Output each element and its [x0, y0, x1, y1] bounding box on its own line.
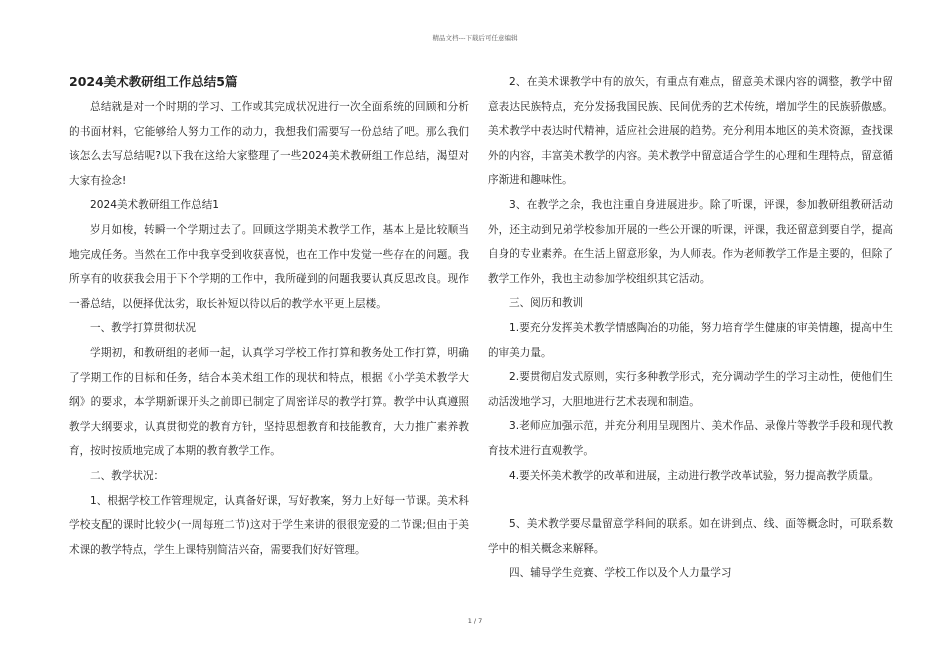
section-heading: 一、教学打算贯彻状况 — [90, 322, 196, 335]
paragraph: 2、在美术课教学中有的放矢，有重点有难点，留意美术课内容的调整，教学中留意表达民族特点，充分发扬我国民族、民间优秀的艺术传统，增加学生的民族骄傲感。美术教学中表达时代精神，适应社会进展的趋势。充分利用本地区的美术资源，查找课外的内容，丰富美术教学的内容。美术教学中留意适合学生的心理和生理特点，留意循序渐进和趣味性。 — [488, 76, 893, 187]
list-item: 1.要充分发挥美术教学情感陶冶的功能，努力培育学生健康的审美情趣，提高中生的审美力量。 — [488, 321, 893, 359]
page-header: 精品文档---下载后可任意编辑 — [432, 34, 518, 42]
paragraph: 5、美术教学要尽量留意学科间的联系。如在讲到点、线、面等概念时，可联系数学中的相关概念来解释。 — [488, 518, 893, 555]
section-heading: 二、教学状况： — [90, 469, 165, 482]
paragraph: 学期初，和教研组的老师一起，认真学习学校工作打算和教务处工作打算，明确了学期工作的目标和任务，结合本美术组工作的现状和特点，根据《小学美术教学大纲》的要求，本学期新课开头之前即已制定了周密详尽的教学打算。教学中认真遵照教学大纲要求，认真贯彻党的教育方针，坚持思想教育和技能教育，大力推广素养教育，按时按质地完成了本期的教育教学工作。 — [69, 346, 469, 458]
left-column — [69, 70, 469, 562]
intro-paragraph: 总结就是对一个时期的学习、工作或其完成状况进行一次全面系统的回顾和分析的书面材料，它能够给人努力工作的动力，我想我们需要写一份总结了吧。那么我们该怎么去写总结呢?以下我在这给大家整理了一些2024美术教研组工作总结，渴望对大家有捡念! — [69, 101, 469, 187]
page-number: 1 / 7 — [467, 617, 483, 625]
section-heading: 四、辅导学生竞赛、学校工作以及个人力量学习 — [509, 567, 732, 580]
section-heading: 三、阅历和教训 — [509, 297, 584, 310]
paragraph: 岁月如梭，转瞬一个学期过去了。回顾这学期美术教学工作，基本上是比较顺当地完成任务。当然在工作中我享受到收获喜悦，也在工作中发觉一些存在的问题。我所享有的收获我会用于下个学期的工作中，我所碰到的问题我要认真反思改良。现作一番总结，以便择优汰劣，取长补短以待以后的教学水平更上层楼。 — [69, 223, 469, 310]
document-title: 2024美术教研组工作总结5篇 — [69, 74, 238, 89]
list-item: 3.老师应加强示范，并充分利用呈现图片、美术作品、录像片等教学手段和现代教育技术进行直观教学。 — [488, 420, 893, 457]
list-item: 4.要关怀美术教学的改革和进展，主动进行教学改革试验，努力提高教学质量。 — [509, 469, 880, 482]
list-item: 2.要贯彻启发式原则，实行多种教学形式，充分调动学生的学习主动性，使他们生动活泼地学习，大胆地进行艺术表现和制造。 — [488, 371, 893, 408]
paragraph: 1、根据学校工作管理规定，认真备好课，写好教案，努力上好每一节课。美术科学校支配的课时比较少(一周每班二节)这对于学生来讲的很很宠爱的二节课;但由于美术课的教学特点，学生上课特别简洁兴奋，需要我们好好管理。 — [69, 494, 469, 556]
right-column — [488, 70, 893, 586]
section-heading: 2024美术教研组工作总结1 — [90, 199, 220, 212]
paragraph: 3、在教学之余，我也注重自身进展进步。除了听课，评课，参加教研组教研活动外，还主动到兄弟学校参加开展的一些公开课的听课，评课，我还留意到要自学，提高自身的专业素养。在生活上留意形象，为人师表。作为老师教学工作是主要的，但除了教学工作外，我也主动参加学校组织其它活动。 — [488, 198, 893, 285]
